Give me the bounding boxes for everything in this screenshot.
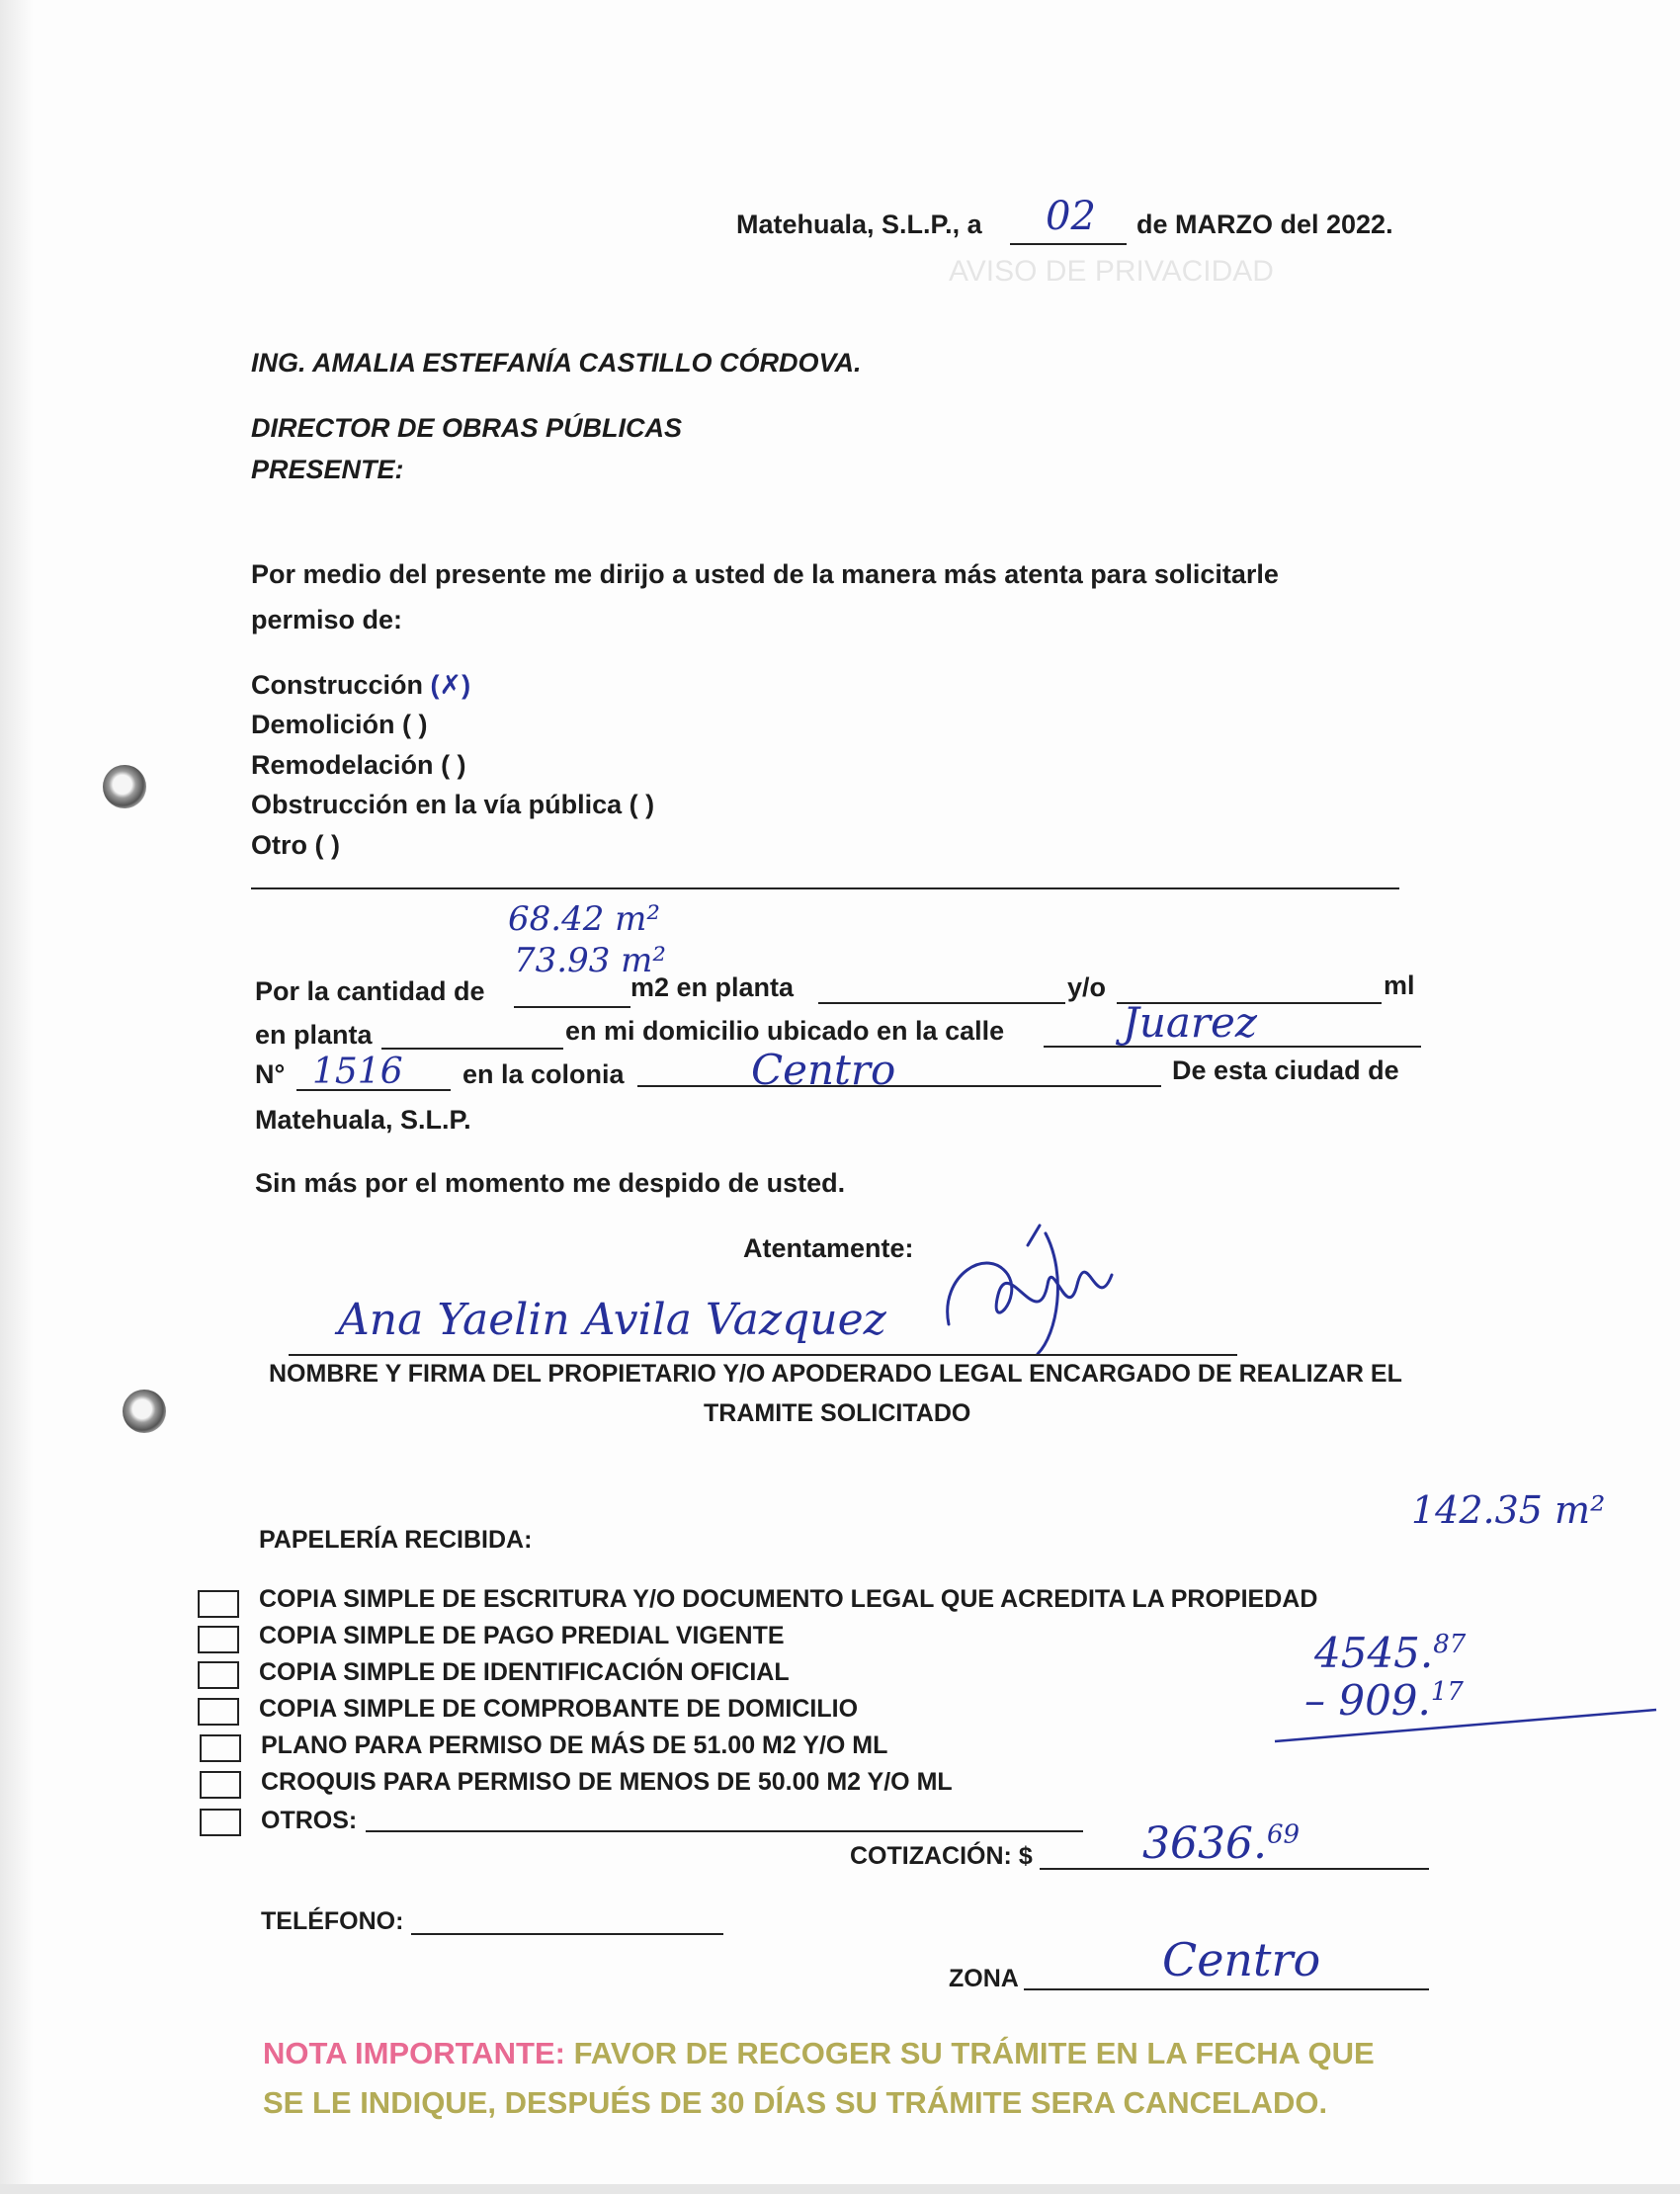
zone-label: ZONA — [949, 1965, 1019, 1992]
note-lead: NOTA IMPORTANTE: — [263, 2036, 565, 2070]
farewell-text: Sin más por el momento me despido de usted. — [255, 1168, 846, 1198]
checkbox-identificacion[interactable] — [198, 1661, 239, 1689]
amount-main: 4545. — [1314, 1629, 1434, 1677]
handwritten-street: Juarez — [1123, 998, 1257, 1047]
quantity-text-a: Por la cantidad de — [255, 976, 485, 1006]
quantity-text-d: ml — [1384, 970, 1415, 1000]
show-through-text: AVISO DE PRIVACIDAD — [949, 255, 1274, 288]
important-note-line-2: SE LE INDIQUE, DESPUÉS DE 30 DÍAS SU TRÁMITE SERA CANCELADO. — [263, 2085, 1328, 2120]
addressee-name: ING. AMALIA ESTEFANÍA CASTILLO CÓRDOVA. — [251, 348, 862, 378]
amount-minus: – 909. — [1304, 1676, 1431, 1725]
permit-obstruccion — [251, 790, 654, 820]
paper-item: PLANO PARA PERMISO DE MÁS DE 51.00 M2 Y/O ML — [261, 1731, 888, 1759]
quantity-text-e: en planta — [255, 1020, 373, 1050]
day-line — [1010, 243, 1127, 245]
permit-construccion — [251, 670, 470, 701]
checkbox-croquis[interactable] — [200, 1771, 241, 1799]
handwritten-area-2: 73.93 m² — [514, 941, 667, 980]
paper-item: COPIA SIMPLE DE COMPROBANTE DE DOMICILIO — [259, 1695, 859, 1723]
checkbox-predial[interactable] — [198, 1626, 239, 1653]
paper-item: CROQUIS PARA PERMISO DE MENOS DE 50.00 M2 Y/O ML — [261, 1768, 953, 1796]
calc-underline — [1275, 1708, 1660, 1747]
paper-item: COPIA SIMPLE DE IDENTIFICACIÓN OFICIAL — [259, 1658, 790, 1686]
amount-minus-cents: 17 — [1430, 1677, 1464, 1707]
permit-label: Remodelación — [251, 750, 434, 780]
page-left-edge — [0, 0, 34, 2194]
quantity-text-i: De esta ciudad de — [1172, 1055, 1399, 1085]
colony-blank — [637, 1085, 1161, 1087]
atentamente-label: Atentamente: — [743, 1233, 914, 1263]
permit-mark: ( ) — [402, 710, 428, 739]
paper-item: OTROS: — [261, 1807, 358, 1834]
planta-blank — [818, 1002, 1065, 1004]
permit-label: Obstrucción en la vía pública — [251, 790, 623, 819]
page-bottom-edge — [0, 2184, 1680, 2194]
otros-blank-line — [366, 1830, 1083, 1832]
amount-main-cents: 87 — [1433, 1630, 1467, 1659]
handwritten-number: 1516 — [312, 1052, 403, 1092]
quantity-blank — [514, 1006, 630, 1008]
quantity-text-c: y/o — [1067, 972, 1107, 1002]
binder-hole-icon — [103, 765, 146, 808]
handwritten-colony: Centro — [751, 1046, 896, 1094]
important-note-line-1 — [263, 2036, 1375, 2071]
signature-scribble — [929, 1216, 1127, 1364]
signature-line — [289, 1354, 1237, 1356]
checkbox-plano[interactable] — [200, 1734, 241, 1762]
handwritten-zone: Centro — [1162, 1933, 1321, 1986]
handwritten-amount — [1314, 1629, 1466, 1677]
binder-hole-icon — [123, 1390, 166, 1433]
quantity-text-b: m2 en planta — [630, 972, 795, 1002]
phone-label: TELÉFONO: — [261, 1907, 404, 1935]
request-line-1: Por medio del presente me dirijo a usted de la manera más atenta para solicitarle — [251, 559, 1279, 589]
checkbox-comprobante[interactable] — [198, 1698, 239, 1726]
checkbox-otros[interactable] — [200, 1809, 241, 1836]
permit-demolicion — [251, 710, 428, 740]
request-line-2: permiso de: — [251, 605, 403, 634]
permit-mark: ( ) — [441, 750, 466, 780]
permit-otro — [251, 830, 340, 861]
quote-cents: 69 — [1266, 1819, 1301, 1850]
phone-line[interactable] — [411, 1933, 723, 1935]
handwritten-quote — [1142, 1818, 1300, 1869]
otro-blank-line — [251, 887, 1399, 889]
handwritten-day: 02 — [1046, 194, 1096, 239]
permit-mark: ( ) — [314, 830, 340, 860]
planta-2-blank — [381, 1048, 563, 1050]
note-text-1: FAVOR DE RECOGER SU TRÁMITE EN LA FECHA QUE — [573, 2036, 1375, 2070]
permit-mark: ( ) — [629, 790, 655, 819]
permit-remodelacion — [251, 750, 466, 781]
handwritten-signer-name: Ana Yaelin Avila Vazquez — [338, 1295, 886, 1345]
place-date-prefix: Matehuala, S.L.P., a — [736, 210, 982, 239]
quote-label: COTIZACIÓN: $ — [850, 1842, 1033, 1870]
zone-line — [1024, 1988, 1429, 1990]
handwritten-total-area: 142.35 m² — [1411, 1488, 1606, 1532]
paper-item: COPIA SIMPLE DE PAGO PREDIAL VIGENTE — [259, 1622, 785, 1649]
permit-label: Construcción — [251, 670, 424, 700]
signature-caption-2: TRAMITE SOLICITADO — [704, 1399, 971, 1427]
addressee-presente: PRESENTE: — [251, 455, 404, 484]
permit-label: Otro — [251, 830, 307, 860]
quote-value: 3636. — [1142, 1818, 1267, 1869]
date-suffix: de MARZO del 2022. — [1136, 210, 1393, 239]
permit-label: Demolición — [251, 710, 395, 739]
quantity-text-g: N° — [255, 1059, 286, 1089]
quantity-text-h: en la colonia — [462, 1059, 625, 1089]
addressee-title: DIRECTOR DE OBRAS PÚBLICAS — [251, 413, 683, 443]
permit-mark: (✗) — [430, 670, 471, 700]
handwritten-area-1: 68.42 m² — [508, 899, 661, 939]
papers-title: PAPELERÍA RECIBIDA: — [259, 1526, 533, 1554]
quantity-text-j: Matehuala, S.L.P. — [255, 1105, 471, 1135]
signature-caption-1: NOMBRE Y FIRMA DEL PROPIETARIO Y/O APODERADO LEGAL ENCARGADO DE REALIZAR EL — [269, 1360, 1402, 1388]
checkbox-escritura[interactable] — [198, 1590, 239, 1618]
paper-item: COPIA SIMPLE DE ESCRITURA Y/O DOCUMENTO LEGAL QUE ACREDITA LA PROPIEDAD — [259, 1585, 1318, 1613]
quantity-text-f: en mi domicilio ubicado en la calle — [565, 1016, 1005, 1046]
